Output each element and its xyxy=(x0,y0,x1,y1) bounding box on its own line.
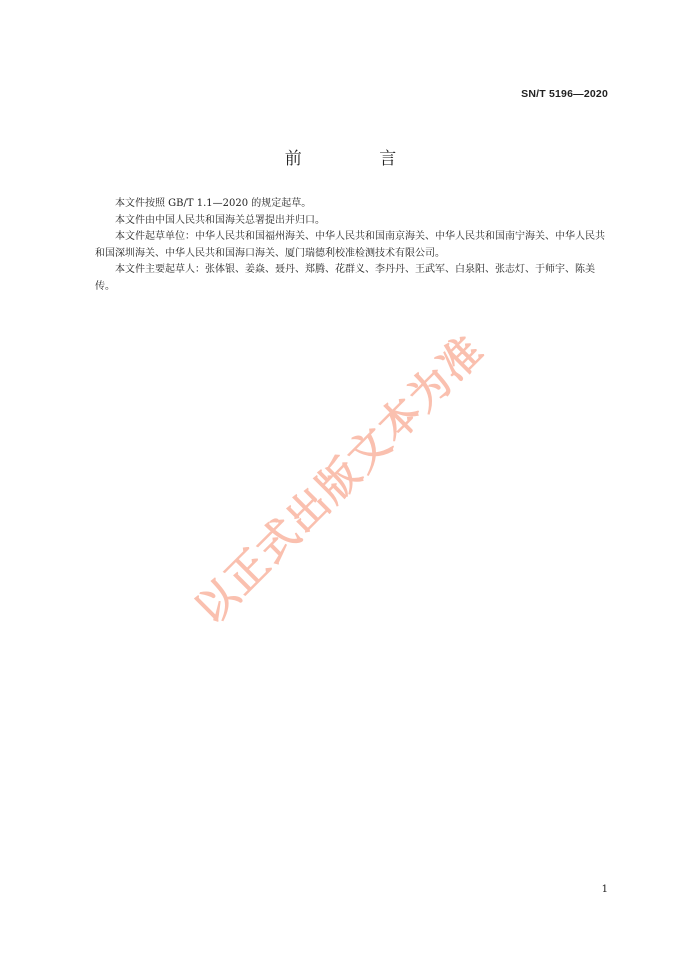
paragraph-proposer: 本文件由中国人民共和国海关总署提出并归口。 xyxy=(115,214,325,226)
paragraph-drafting-rule: 本文件按照 GB/T 1.1—2020 的规定起草。 xyxy=(115,198,312,209)
page-number: 1 xyxy=(601,884,608,895)
page-title: 前 言 xyxy=(284,149,433,169)
paragraph-drafters: 本文件主要起草人：张体银、姜焱、聂丹、郑腾、花群义、李丹丹、王武军、白泉阳、张志灯、于师宇、陈美传。 xyxy=(95,264,595,292)
paragraph-drafting-units: 本文件起草单位：中华人民共和国福州海关、中华人民共和国南京海关、中华人民共和国南宁海关、中华人民共和国深圳海关、中华人民共和国海口海关、厦门瑞德利校准检测技术有限公司。 xyxy=(95,231,605,259)
standard-number: SN/T 5196—2020 xyxy=(521,88,608,100)
foreword-body xyxy=(95,196,608,295)
watermark: 以正式出版文本为准 xyxy=(185,325,494,634)
